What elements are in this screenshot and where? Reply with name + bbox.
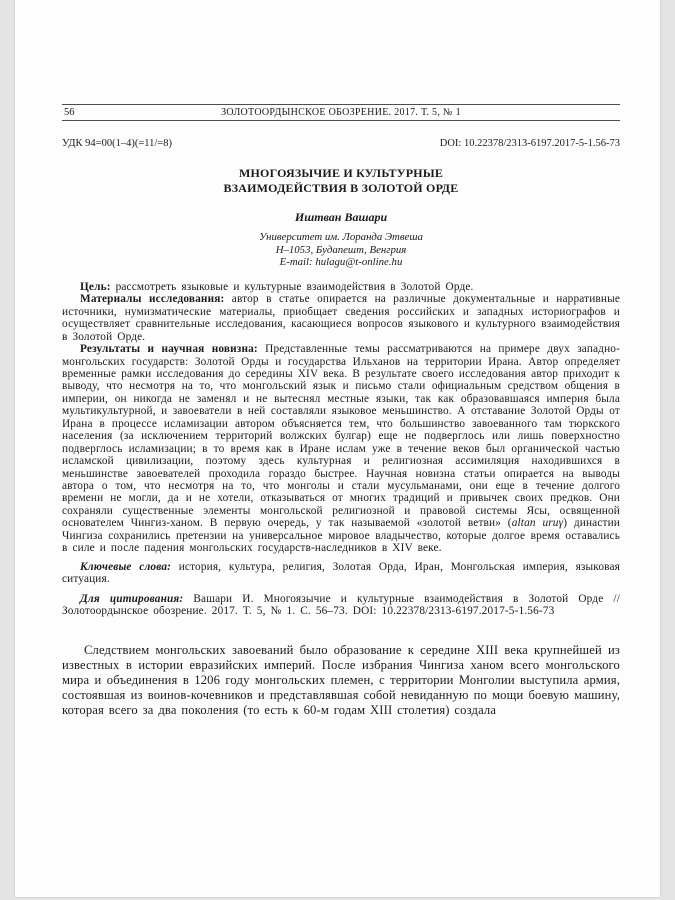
doi-code: DOI: 10.22378/2313-6197.2017-5-1.56-73 xyxy=(439,138,620,149)
citation xyxy=(62,593,620,618)
abstract-results-latin-term: altan uruγ xyxy=(511,517,564,530)
author-name: Иштван Вашари xyxy=(294,210,388,224)
abstract-materials xyxy=(62,293,620,343)
abstract-results xyxy=(62,343,620,555)
abstract-goal xyxy=(62,281,620,293)
article-title xyxy=(62,166,620,196)
keywords-text: история, культура, религия, Золотая Орда, Иран, Монгольская империя, языковая ситуация. xyxy=(62,560,620,586)
citation-text: Вашари И. Многоязычие и культурные взаимодействия в Золотой Орде // Золотоордынское обозрение. 2017. Т. 5, № 1. С. 56–73. DOI: 10.22378/2313-6197.2017-5-1.56-73 xyxy=(62,592,620,618)
page-number: 56 xyxy=(64,107,75,118)
abstract-block xyxy=(62,281,620,618)
affiliation-university: Университет им. Лоранда Этвеша xyxy=(259,231,423,243)
body-paragraph: Следствием монгольских завоеваний было образование к середине XIII века крупнейшей из известных в истории евразийских империй. После избрания Чингиза ханом всего монгольского мира и объединения в 1206 году монгольских племен, с территории Монголии выступила армия, состоявшая из воинов-кочевников и представлявшая собой невиданную по мощи боевую машину, которая всего за два поколения (то есть к 60-м годам XIII столетия) создала xyxy=(62,642,620,717)
abstract-goal-text: рассмотреть языковые и культурные взаимодействия в Золотой Орде. xyxy=(110,280,474,293)
document-page xyxy=(15,0,660,897)
article-title-line-1: МНОГОЯЗЫЧИЕ И КУЛЬТУРНЫЕ xyxy=(238,166,444,180)
abstract-results-text-2: ) династии Чингиза сохранились претензии на универсальное мировое владычество, которые долгое время оставались в силе и после падения монгольских государств-наследников в XIV веке. xyxy=(62,517,620,555)
article-title-line-2: ВЗАИМОДЕЙСТВИЯ В ЗОЛОТОЙ ОРДЕ xyxy=(223,181,459,195)
citation-label: Для цитирования: xyxy=(80,592,184,605)
page-content xyxy=(62,0,620,718)
journal-title: ЗОЛОТООРДЫНСКОЕ ОБОЗРЕНИЕ. 2017. Т. 5, № 1 xyxy=(221,107,461,118)
article-body xyxy=(62,643,620,718)
udc-code: УДК 94=00(1–4)(=11/=8) xyxy=(62,138,172,149)
abstract-goal-label: Цель: xyxy=(80,280,111,293)
keywords-label: Ключевые слова: xyxy=(80,560,172,573)
abstract-results-text-1: Представленные темы рассматриваются на примере двух западно-монгольских государств: Золотой Орды и государства Ильханов на территории Ирана. Автор определяет временные рамки исследования до середины XIV века. В результате своего исследования автор приходит к выводу, что несмотря на то, что монгольский язык и письмо стали официальным средством общения в империи, он никогда не заменял и не вытеснял местные языки, так как образовавшаяся империя была мультикультурной, и завоеватели в ней составляли языковое меньшинство. А отставание Золотой Орды от Ирана в процессе исламизации автором объясняется тем, что большинство завоеванного там тюркского населения (за исключением территорий волжских булгар) еще не подверглось или лишь поверхностно подверглось исламизации; в то время как в Иране ислам уже в течение веков был органической частью исламской цивилизации, поэтому здесь культурная и религиозная ассимиляция находившихся в меньшинстве завоевателей проходила гораздо быстрее. Научная новизна статьи опирается на выводы автора о том, что несмотря на то, что монголы и стали мусульманами, они еще в течение долгого времени не могли, да и не хотели, отказываться от многих традиций и привычек своих предков. Они сохраняли существенные элементы монгольской религиозной и правовой системы Ясы, освященной основателем Чингиз-ханом. В первую очередь, у так называемой «золотой ветви» ( xyxy=(62,343,620,530)
abstract-materials-label: Материалы исследования: xyxy=(80,293,225,306)
affiliation-address: H–1053, Будапешт, Венгрия xyxy=(275,243,407,256)
affiliation-block xyxy=(62,231,620,269)
udc-doi-row xyxy=(62,137,620,150)
abstract-materials-text: автор в статье опирается на различные документальные и нарративные источники, нумизматические материалы, приобщает сведения российских и западных историографов и осуществляет сравнительные исследования, касающиеся вопросов языкового и культурного взаимодействия в Золотой Орде. xyxy=(62,293,620,343)
keywords xyxy=(62,561,620,586)
abstract-results-label: Результаты и научная новизна: xyxy=(80,343,258,356)
running-header xyxy=(62,104,620,121)
affiliation-email: E-mail: hulagu@t-online.hu xyxy=(279,256,403,269)
